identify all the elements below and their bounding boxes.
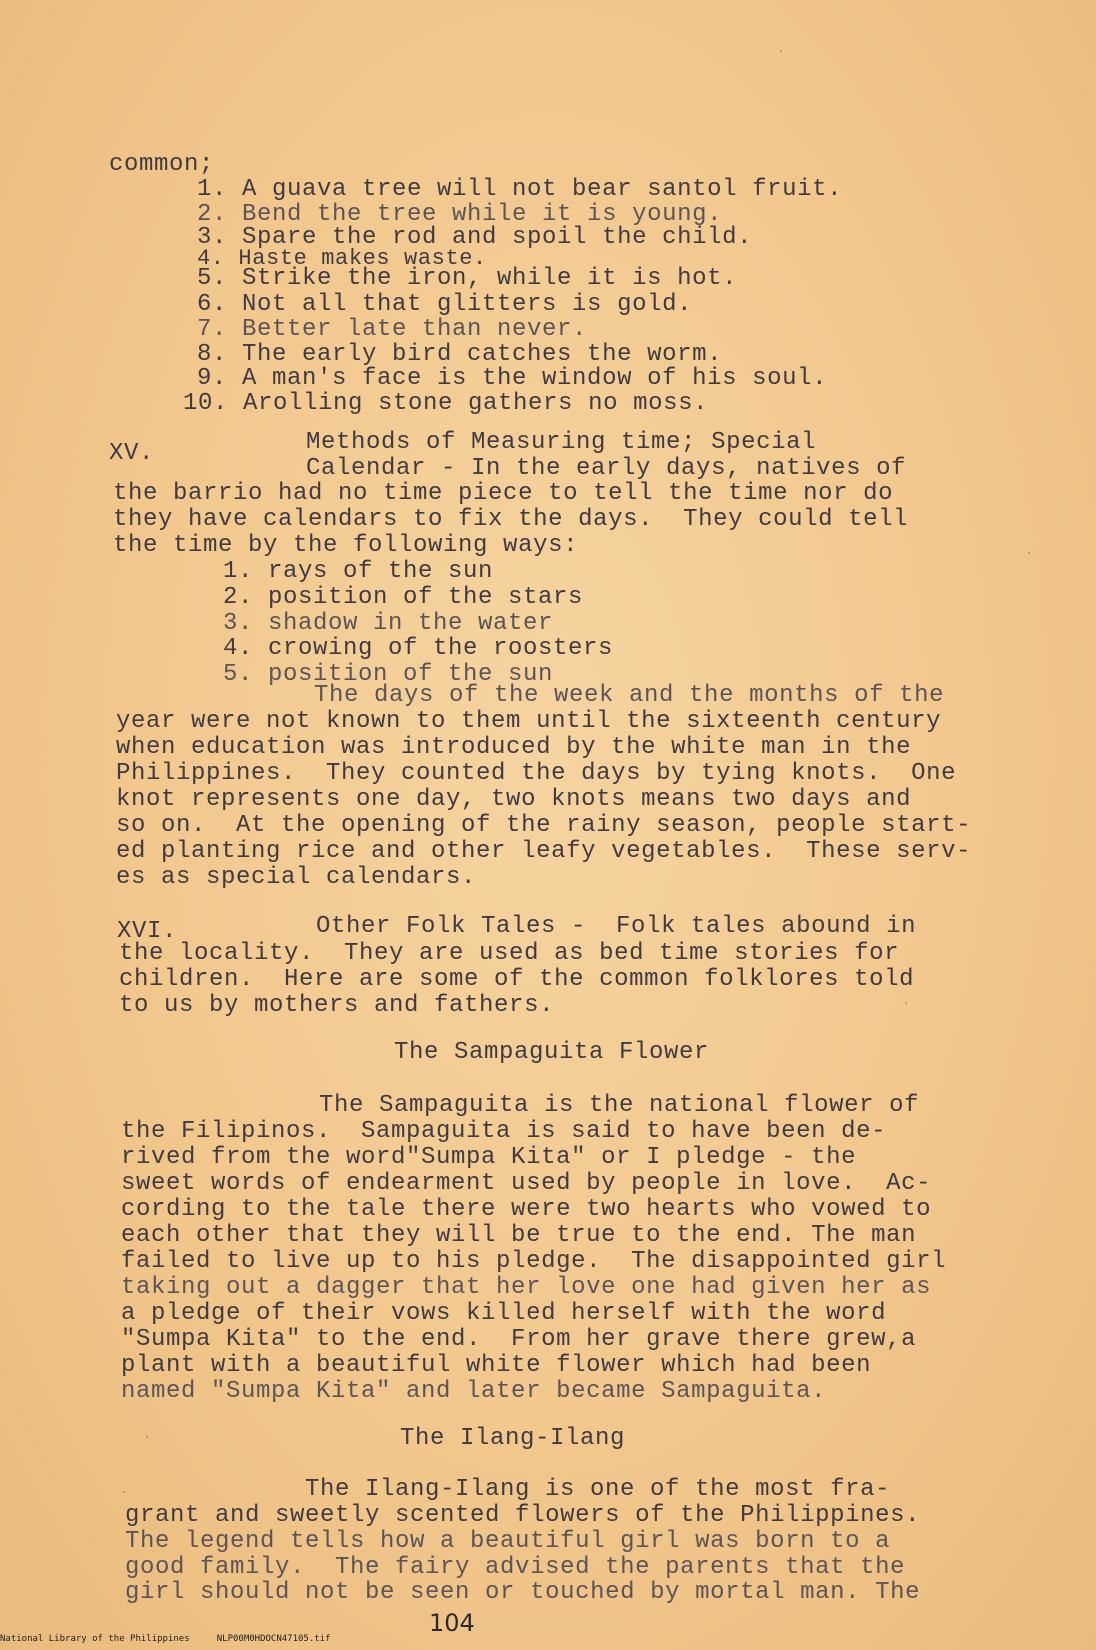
paragraph-line: Philippines. They counted the days by tying knots. One [116, 760, 957, 787]
paragraph-line: Other Folk Tales - Folk tales abound in [316, 913, 917, 940]
proverb-item: 9. A man's face is the window of his soul. [197, 365, 828, 392]
paragraph-line: The days of the week and the months of the [314, 682, 945, 709]
story-title: The Ilang-Ilang [400, 1425, 626, 1452]
paragraph-line: children. Here are some of the common folklores told [119, 966, 915, 993]
proverb-item: 6. Not all that glitters is gold. [197, 291, 693, 318]
paragraph-line: cording to the tale there were two hearts who vowed to [121, 1196, 932, 1223]
paragraph-line: The Ilang-Ilang is one of the most fra- [305, 1476, 891, 1503]
paragraph-line: The legend tells how a beautiful girl was born to a [125, 1528, 891, 1555]
paragraph-line: the barrio had no time piece to tell the time nor do [113, 480, 894, 507]
paragraph-line: good family. The fairy advised the parents that the [125, 1554, 906, 1581]
list-item: 1. rays of the sun [223, 558, 494, 585]
paragraph-line: es as special calendars. [116, 864, 477, 891]
paragraph-line: plant with a beautiful white flower which had been [121, 1352, 872, 1379]
paper-speck [123, 1491, 125, 1493]
list-item: 3. shadow in the water [223, 610, 554, 637]
paragraph-line: named "Sumpa Kita" and later became Sampaguita. [121, 1378, 827, 1405]
paper-speck [146, 1436, 148, 1438]
proverb-item: 7. Better late than never. [197, 316, 588, 343]
paragraph-line: Calendar - In the early days, natives of [306, 455, 907, 482]
proverb-item: 3. Spare the rod and spoil the child. [197, 224, 753, 251]
paragraph-line: ed planting rice and other leafy vegetables. These serv- [116, 838, 972, 865]
story-title: The Sampaguita Flower [394, 1039, 710, 1066]
paragraph-line: when education was introduced by the white man in the [116, 734, 912, 761]
paragraph-line: sweet words of endearment used by people in love. Ac- [121, 1170, 932, 1197]
paragraph-line: to us by mothers and fathers. [119, 992, 555, 1019]
list-item: 2. position of the stars [223, 584, 584, 611]
proverb-item: 5. Strike the iron, while it is hot. [197, 265, 738, 292]
paragraph-line: The Sampaguita is the national flower of [319, 1092, 920, 1119]
page-number: 104 [429, 1609, 475, 1637]
scan-footer: National Library of the Philippines NLP00M0HDOCN47105.tif [0, 1634, 331, 1644]
section-heading: Methods of Measuring time; Special [306, 429, 817, 456]
paragraph-line: the time by the following ways: [113, 532, 579, 559]
paragraph-line: "Sumpa Kita" to the end. From her grave there grew,a [121, 1326, 917, 1353]
paper-speck [780, 50, 782, 52]
paragraph-line: girl should not be seen or touched by mortal man. The [125, 1579, 921, 1606]
section-number: XVI. [117, 918, 178, 945]
paragraph-line: a pledge of their vows killed herself with the word [121, 1300, 887, 1327]
paragraph-line: they have calendars to fix the days. They could tell [113, 506, 909, 533]
section-number: XV. [109, 440, 155, 467]
paragraph-line: failed to live up to his pledge. The disappointed girl [121, 1248, 947, 1275]
paragraph-line: so on. At the opening of the rainy season, people start- [116, 812, 972, 839]
proverb-item: 8. The early bird catches the worm. [197, 341, 723, 368]
paragraph-line: each other that they will be true to the end. The man [121, 1222, 917, 1249]
paper-speck [905, 1002, 907, 1004]
intro-text: common; [109, 151, 215, 178]
list-item: 5. position of the sun [223, 661, 554, 688]
proverb-item: 2. Bend the tree while it is young. [197, 201, 723, 228]
paragraph-line: taking out a dagger that her love one had given her as [121, 1274, 932, 1301]
proverb-item: 10. Arolling stone gathers no moss. [183, 390, 709, 417]
paragraph-line: the locality. They are used as bed time stories for [119, 940, 900, 967]
paper-speck [1028, 552, 1030, 554]
paragraph-line: rived from the word"Sumpa Kita" or I pledge - the [121, 1144, 857, 1171]
paragraph-line: knot represents one day, two knots means two days and [116, 786, 912, 813]
proverb-item: 4. Haste makes waste. [197, 246, 487, 271]
list-item: 4. crowing of the roosters [223, 635, 614, 662]
paragraph-line: grant and sweetly scented flowers of the Philippines. [125, 1502, 921, 1529]
paragraph-line: year were not known to them until the sixteenth century [116, 708, 942, 735]
proverb-item: 1. A guava tree will not bear santol fruit. [197, 176, 843, 203]
paragraph-line: the Filipinos. Sampaguita is said to have been de- [121, 1118, 887, 1145]
